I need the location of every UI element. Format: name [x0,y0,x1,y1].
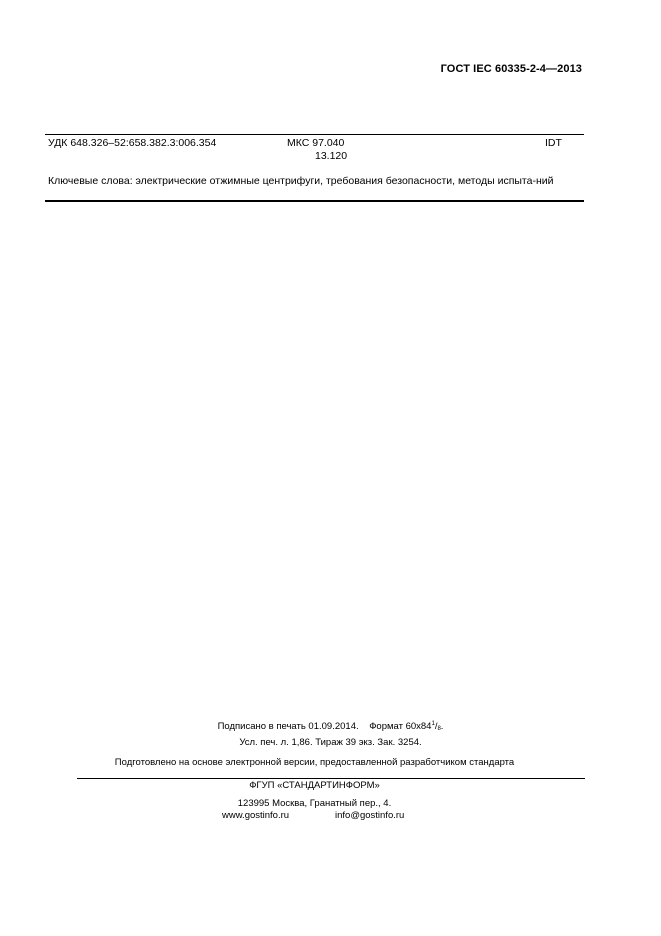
format-label: Формат 60x84 [369,721,432,732]
email-link[interactable]: info@gostinfo.ru [335,810,405,821]
thick-divider [45,200,584,202]
signed-date: Подписано в печать 01.09.2014. [217,721,359,732]
prepared-note: Подготовлено на основе электронной версии, предоставленной разработчиком стандарта [114,757,515,768]
bottom-divider [77,778,585,779]
mks-code [287,137,347,163]
keywords-text: Ключевые слова: электрические отжимные центрифуги, требования безопасности, методы испыта-ний [48,175,554,187]
format-sub: 8 [437,726,441,732]
publisher-name: ФГУП «СТАНДАРТИНФОРМ» [249,780,380,791]
format-end: . [440,721,444,732]
top-divider [45,134,584,135]
mks-line-1: МКС 97.040 [287,137,345,149]
imprint-block [0,717,661,750]
mks-line-2: 13.120 [315,150,348,162]
website-link[interactable]: www.gostinfo.ru [222,810,290,821]
imprint-line-1: Подписано в печать 01.09.2014. Формат $60x84^1/_8$. [217,721,444,732]
contacts [222,810,405,821]
standard-code: ГОСТ IEC 60335-2-4—2013 [440,63,582,75]
format-sup: 1 [431,721,435,727]
idt-mark: IDT [545,137,562,149]
udk-code: УДК 648.326–52:658.382.3:006.354 [48,137,217,149]
imprint-line-2: Усл. печ. л. 1,86. Тираж 39 экз. Зак. 3254. [239,737,422,748]
publisher-address: 123995 Москва, Гранатный пер., 4. [237,798,392,809]
